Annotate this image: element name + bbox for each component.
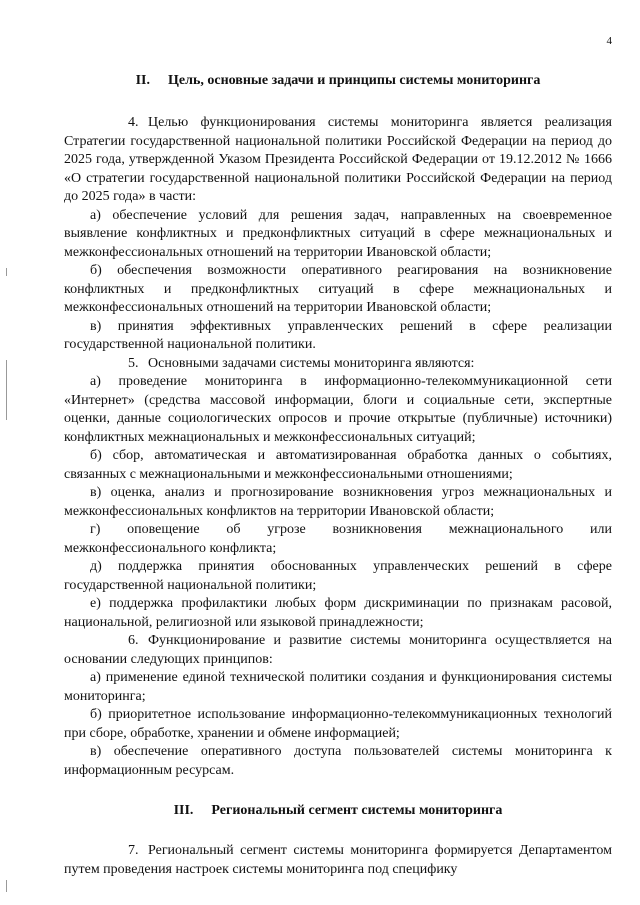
margin-mark	[6, 880, 7, 892]
paragraph	[64, 114, 612, 207]
paragraph-text: е) поддержка профилактики любых форм дискриминации по признакам расовой, национальной, религиозной или языковой принадлежности;	[64, 596, 612, 630]
paragraph	[64, 262, 612, 318]
paragraph-text: Целью функционирования системы мониторинга является реализация Стратегии государственной национальной политики Российской Федерации на период до 2025 года, утвержденной Указом Президента Российской Федерации от 19.12.2012 № 1666 «О стратегии государственной национальной политики Российской Федерации на период до 2025 года» в части:	[64, 115, 612, 204]
paragraph-number: 7.	[128, 843, 139, 858]
paragraph-text: а) проведение мониторинга в информационно-телекоммуникационной сети «Интернет» (средства массовой информации, блоги и социальные сети, экспертные оценки, данные социологических опросов и прочие открытые (публичные) источники) конфликтных межнациональных и межконфессиональных ситуаций;	[64, 374, 612, 445]
paragraph	[64, 318, 612, 355]
page-number: 4	[606, 35, 612, 47]
paragraph	[64, 207, 612, 263]
paragraph	[64, 447, 612, 484]
paragraph	[64, 632, 612, 669]
paragraph-text: б) обеспечения возможности оперативного реагирования на возникновение конфликтных и предконфликтных ситуаций в сфере межнациональных и межконфессиональных отношений на территории Ивановской области;	[64, 263, 612, 315]
section-3-heading	[64, 802, 612, 820]
paragraph-text: Функционирование и развитие системы мониторинга осуществляется на основании следующих принципов:	[64, 633, 612, 667]
paragraph-text: Региональный сегмент системы мониторинга формируется Департаментом путем проведения настроек системы мониторинга под специфику	[64, 843, 612, 877]
paragraph	[64, 706, 612, 743]
paragraph-text: д) поддержка принятия обоснованных управленческих решений в сфере государственной национальной политики;	[64, 559, 612, 593]
paragraph-number: 6.	[128, 633, 139, 648]
paragraph	[64, 558, 612, 595]
paragraph-text: а) обеспечение условий для решения задач, направленных на своевременное выявление конфликтных и предконфликтных ситуаций в сфере межнациональных и межконфессиональных отношений на территории Ивановской области;	[64, 207, 612, 260]
paragraph	[64, 521, 612, 558]
section-2-paragraphs	[64, 114, 612, 780]
paragraph	[64, 355, 612, 374]
paragraph-text: в) принятия эффективных управленческих решений в сфере реализации государственной национальной политики.	[64, 318, 612, 352]
paragraph	[64, 595, 612, 632]
section-2-heading	[64, 72, 612, 90]
paragraph-number: 5.	[128, 355, 139, 371]
paragraph	[64, 743, 612, 780]
paragraph-text: г) оповещение об угрозе возникновения межнационального или межконфессионального конфликта;	[64, 522, 612, 556]
margin-mark	[6, 360, 7, 420]
document-body	[64, 72, 612, 879]
section-3-paragraphs	[64, 842, 612, 879]
paragraph-text: в) оценка, анализ и прогнозирование возникновения угроз межнациональных и межконфессиональных конфликтов на территории Ивановской области;	[64, 485, 612, 519]
margin-mark	[6, 268, 7, 276]
paragraph	[64, 669, 612, 706]
section-2-number: II.	[135, 73, 151, 88]
section-3-number: III.	[173, 803, 194, 818]
paragraph-text: а) применение единой технической политики создания и функционирования системы мониторинга;	[64, 670, 612, 704]
paragraph-text: Основными задачами системы мониторинга являются:	[148, 355, 475, 371]
paragraph-text: в) обеспечение оперативного доступа пользователей системы мониторинга к информационным ресурсам.	[64, 744, 612, 778]
paragraph-number: 4.	[128, 115, 139, 130]
paragraph-text: б) приоритетное использование информационно-телекоммуникационных технологий при сборе, обработке, хранении и обмене информацией;	[64, 707, 612, 741]
paragraph	[64, 842, 612, 879]
section-3-title: Региональный сегмент системы мониторинга	[211, 803, 503, 818]
paragraph-text: б) сбор, автоматическая и автоматизированная обработка данных о событиях, связанных с межнациональными и межконфессиональными отношениями;	[64, 448, 612, 482]
paragraph	[64, 484, 612, 521]
section-2-title: Цель, основные задачи и принципы системы мониторинга	[168, 73, 541, 88]
paragraph	[64, 373, 612, 447]
